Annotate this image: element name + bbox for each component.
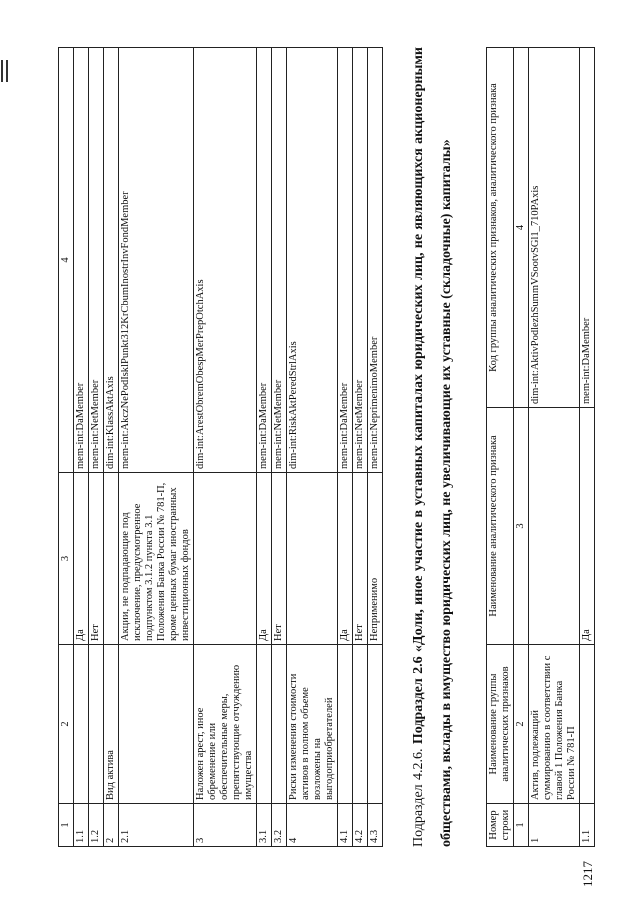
group-name-cell bbox=[119, 645, 194, 804]
row-number-cell: 1.2 bbox=[89, 804, 104, 847]
table-row bbox=[580, 48, 595, 847]
table-row bbox=[529, 48, 580, 847]
feature-name-cell bbox=[287, 473, 338, 645]
code-cell: mem-int:DaMember bbox=[74, 48, 89, 473]
code-cell: mem-int:DaMember bbox=[580, 48, 595, 408]
code-cell: mem-int:NeprimenimoMember bbox=[368, 48, 383, 473]
code-cell: mem-int:DaMember bbox=[338, 48, 353, 473]
feature-name-cell: Да bbox=[580, 408, 595, 645]
row-number-cell: 1.1 bbox=[580, 804, 595, 847]
feature-name-cell: Акции, не подпадающие под исключение, предусмотренное подпунктом 3.1.2 пункта 3.1 Положения Банка России № 781-П, кроме ценных бумаг иностранных инвестиционных фондов bbox=[119, 473, 194, 645]
group-name-cell bbox=[89, 645, 104, 804]
section-title: Подраздел 2.6 «Доли, иное участие в уставных капиталах юридических лиц, не являющихся акционерными обществами, вклады в имущество юридических лиц, не увеличивающие их уставные (складочные) капиталы» bbox=[411, 47, 454, 847]
feature-name-cell: Нет bbox=[272, 473, 287, 645]
group-name-cell bbox=[580, 645, 595, 804]
table-row bbox=[287, 48, 338, 847]
row-number-cell: 4.1 bbox=[338, 804, 353, 847]
code-cell: mem-int:NetMember bbox=[353, 48, 368, 473]
feature-name-cell: Да bbox=[257, 473, 272, 645]
header-number-cell: 2 bbox=[514, 645, 529, 804]
code-cell: mem-int:NetMember bbox=[272, 48, 287, 473]
table-row bbox=[89, 48, 104, 847]
header-cell: Номер строки bbox=[487, 804, 514, 847]
row-number-cell: 4.2 bbox=[353, 804, 368, 847]
feature-name-cell: Нет bbox=[89, 473, 104, 645]
table-row bbox=[353, 48, 368, 847]
row-number-cell: 2 bbox=[104, 804, 119, 847]
row-number-cell: 3.1 bbox=[257, 804, 272, 847]
code-cell: dim-int:AktivPodlezhSummVSootvSGl1_710PAxis bbox=[529, 48, 580, 408]
header-number-cell: 3 bbox=[514, 408, 529, 645]
table-header-numbers bbox=[514, 48, 529, 847]
group-name-cell: Актив, подлежащий суммированию в соответствии с главой 1 Положения Банка России № 781-П bbox=[529, 645, 580, 804]
table-row bbox=[74, 48, 89, 847]
table-header bbox=[487, 48, 514, 847]
group-name-cell bbox=[272, 645, 287, 804]
code-cell: dim-int:KlassAktAxis bbox=[104, 48, 119, 473]
header-number-cell: 4 bbox=[514, 48, 529, 408]
table-row bbox=[119, 48, 194, 847]
group-name-cell bbox=[74, 645, 89, 804]
group-name-cell: Риски изменения стоимости активов в полном объеме возложены на выгодоприобретателей bbox=[287, 645, 338, 804]
row-number-cell: 1 bbox=[529, 804, 580, 847]
group-name-cell: Вид актива bbox=[104, 645, 119, 804]
analytic-features-table bbox=[58, 47, 383, 847]
row-number-cell: 2.1 bbox=[119, 804, 194, 847]
section-lead: Подраздел 4.2.6. bbox=[411, 748, 426, 847]
header-number-cell: 3 bbox=[59, 473, 74, 645]
page-number: 1217 bbox=[580, 861, 595, 887]
feature-name-cell: Неприменимо bbox=[368, 473, 383, 645]
table-row bbox=[104, 48, 119, 847]
table-row bbox=[368, 48, 383, 847]
table-row bbox=[194, 48, 257, 847]
feature-name-cell bbox=[529, 408, 580, 645]
table-row bbox=[338, 48, 353, 847]
row-number-cell: 1.1 bbox=[74, 804, 89, 847]
feature-name-cell bbox=[104, 473, 119, 645]
feature-name-cell bbox=[194, 473, 257, 645]
header-number-cell: 2 bbox=[59, 645, 74, 804]
section-heading bbox=[405, 47, 461, 847]
row-number-cell: 3.2 bbox=[272, 804, 287, 847]
header-number-cell: 1 bbox=[59, 804, 74, 847]
code-cell: mem-int:DaMember bbox=[257, 48, 272, 473]
header-cell: Наименование группы аналитических признаков bbox=[487, 645, 514, 804]
header-cell: Код группы аналитических признаков, аналитического признака bbox=[487, 48, 514, 408]
code-cell: dim-int:RiskAktPeredStrlAxis bbox=[287, 48, 338, 473]
feature-name-cell: Нет bbox=[353, 473, 368, 645]
group-name-cell bbox=[257, 645, 272, 804]
code-cell: dim-int:ArestObremObespMerPrepOtchAxis bbox=[194, 48, 257, 473]
table-row bbox=[272, 48, 287, 847]
row-number-cell: 4.3 bbox=[368, 804, 383, 847]
group-name-cell bbox=[368, 645, 383, 804]
group-name-cell: Наложен арест, иное обременение или обеспечительные меры, препятствующие отчуждению имущества bbox=[194, 645, 257, 804]
row-number-cell: 4 bbox=[287, 804, 338, 847]
section-2-6-table bbox=[486, 47, 595, 847]
group-name-cell bbox=[338, 645, 353, 804]
group-name-cell bbox=[353, 645, 368, 804]
row-number-cell: 3 bbox=[194, 804, 257, 847]
code-cell: mem-int:NetMember bbox=[89, 48, 104, 473]
feature-name-cell: Да bbox=[74, 473, 89, 645]
table-row bbox=[257, 48, 272, 847]
code-cell: mem-int:AkczNePodIsklPunkt312KrCbumInostrInvFondMember bbox=[119, 48, 194, 473]
header-number-cell: 4 bbox=[59, 48, 74, 473]
header-cell: Наименование аналитического признака bbox=[487, 408, 514, 645]
table-header-numbers bbox=[59, 48, 74, 847]
header-number-cell: 1 bbox=[514, 804, 529, 847]
feature-name-cell: Да bbox=[338, 473, 353, 645]
